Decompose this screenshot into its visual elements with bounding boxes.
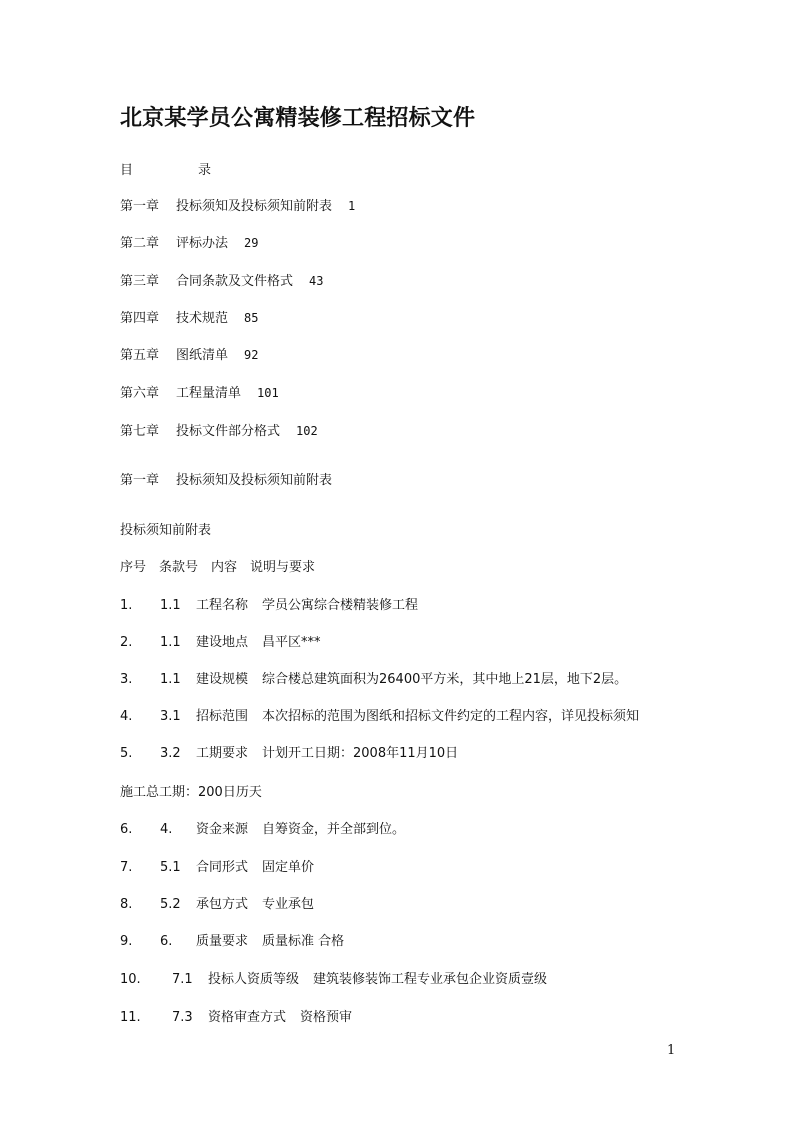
table-row xyxy=(120,636,321,649)
row-clause: 3.2 xyxy=(160,746,181,761)
table-row xyxy=(120,673,627,686)
chapter-label: 第一章 xyxy=(120,473,160,488)
row-item: 建设地点 xyxy=(196,635,249,650)
table-header-clause: 条款号 xyxy=(159,560,199,575)
row-detail: 计划开工日期：2008年11月10日 xyxy=(262,746,459,761)
toc-page-number: 92 xyxy=(244,348,259,362)
row-detail: 学员公寓综合楼精装修工程 xyxy=(262,598,419,613)
table-header xyxy=(120,561,315,574)
toc-page-number: 102 xyxy=(296,424,318,438)
row-number: 10. xyxy=(120,972,141,987)
toc-item[interactable] xyxy=(120,425,318,438)
toc-chapter: 第六章 xyxy=(120,386,160,401)
row-clause: 7.1 xyxy=(172,972,193,987)
toc-title: 投标须知及投标须知前附表 xyxy=(176,199,333,214)
row-number: 6. xyxy=(120,822,133,837)
row-item: 招标范围 xyxy=(196,709,249,724)
toc-chapter: 第二章 xyxy=(120,236,160,251)
row-clause: 7.3 xyxy=(172,1010,193,1025)
toc-page-number: 29 xyxy=(244,236,259,250)
row-number: 1. xyxy=(120,598,133,613)
toc-item[interactable] xyxy=(120,312,258,325)
toc-heading-second-char: 录 xyxy=(198,163,212,178)
table-row xyxy=(120,861,314,874)
table-row xyxy=(120,710,639,723)
toc-page-number: 85 xyxy=(244,311,259,325)
document-title: 北京某学员公寓精装修工程招标文件 xyxy=(120,105,476,131)
row-number: 5. xyxy=(120,746,133,761)
row-item: 投标人资质等级 xyxy=(208,972,300,987)
table-row xyxy=(120,747,458,760)
row-detail: 专业承包 xyxy=(262,897,315,912)
toc-item[interactable] xyxy=(120,275,323,288)
row-detail: 本次招标的范围为图纸和招标文件约定的工程内容，详见投标须知 xyxy=(262,709,640,724)
row-detail: 固定单价 xyxy=(262,860,315,875)
row-clause: 4. xyxy=(160,822,173,837)
toc-chapter: 第一章 xyxy=(120,199,160,214)
toc-heading xyxy=(120,164,211,177)
row-number: 8. xyxy=(120,897,133,912)
table-header-requirements: 说明与要求 xyxy=(250,560,316,575)
table-row xyxy=(120,1011,352,1024)
row-number: 11. xyxy=(120,1010,141,1025)
toc-item[interactable] xyxy=(120,387,279,400)
toc-page-number: 43 xyxy=(309,274,324,288)
row-detail: 质量标准 合格 xyxy=(262,934,345,949)
toc-title: 图纸清单 xyxy=(176,348,229,363)
row-number: 9. xyxy=(120,934,133,949)
chapter-heading xyxy=(120,474,332,487)
toc-page-number: 101 xyxy=(257,386,279,400)
row-item: 资金来源 xyxy=(196,822,249,837)
row-detail: 自筹资金，并全部到位。 xyxy=(262,822,406,837)
row-clause: 5.1 xyxy=(160,860,181,875)
row-clause: 1.1 xyxy=(160,635,181,650)
row-clause: 1.1 xyxy=(160,672,181,687)
table-row xyxy=(120,898,314,911)
toc-title: 投标文件部分格式 xyxy=(176,424,281,439)
row-detail: 综合楼总建筑面积为26400平方米，其中地上21层，地下2层。 xyxy=(262,672,628,687)
toc-chapter: 第五章 xyxy=(120,348,160,363)
row-item: 质量要求 xyxy=(196,934,249,949)
row-number: 4. xyxy=(120,709,133,724)
table-row xyxy=(120,973,547,986)
row-item: 合同形式 xyxy=(196,860,249,875)
row-item: 资格审查方式 xyxy=(208,1010,287,1025)
toc-heading-first-char: 目 xyxy=(120,163,134,178)
row-detail: 建筑装修装饰工程专业承包企业资质壹级 xyxy=(313,972,548,987)
row-clause: 5.2 xyxy=(160,897,181,912)
toc-title: 技术规范 xyxy=(176,311,229,326)
table-header-content: 内容 xyxy=(211,560,238,575)
row-detail: 昌平区*** xyxy=(262,635,321,650)
chapter-title: 投标须知及投标须知前附表 xyxy=(176,473,333,488)
toc-title: 工程量清单 xyxy=(176,386,242,401)
toc-item[interactable] xyxy=(120,200,355,213)
row-detail: 资格预审 xyxy=(300,1010,353,1025)
row-number: 7. xyxy=(120,860,133,875)
table-row xyxy=(120,599,418,612)
toc-chapter: 第三章 xyxy=(120,274,160,289)
row-number: 3. xyxy=(120,672,133,687)
table-header-number: 序号 xyxy=(120,560,147,575)
page-number: 1 xyxy=(667,1043,676,1058)
row-number: 2. xyxy=(120,635,133,650)
toc-page-number: 1 xyxy=(348,199,356,213)
total-duration-text: 施工总工期：200日历天 xyxy=(120,785,262,800)
table-row xyxy=(120,823,405,836)
toc-title: 评标办法 xyxy=(176,236,229,251)
attachment-heading: 投标须知前附表 xyxy=(120,523,212,538)
toc-chapter: 第四章 xyxy=(120,311,160,326)
toc-item[interactable] xyxy=(120,237,258,250)
table-row xyxy=(120,935,344,948)
toc-chapter: 第七章 xyxy=(120,424,160,439)
row-item: 承包方式 xyxy=(196,897,249,912)
row-item: 工程名称 xyxy=(196,598,249,613)
row-clause: 3.1 xyxy=(160,709,181,724)
row-item: 建设规模 xyxy=(196,672,249,687)
toc-title: 合同条款及文件格式 xyxy=(176,274,294,289)
toc-item[interactable] xyxy=(120,349,258,362)
row-item: 工期要求 xyxy=(196,746,249,761)
row-clause: 6. xyxy=(160,934,173,949)
row-clause: 1.1 xyxy=(160,598,181,613)
